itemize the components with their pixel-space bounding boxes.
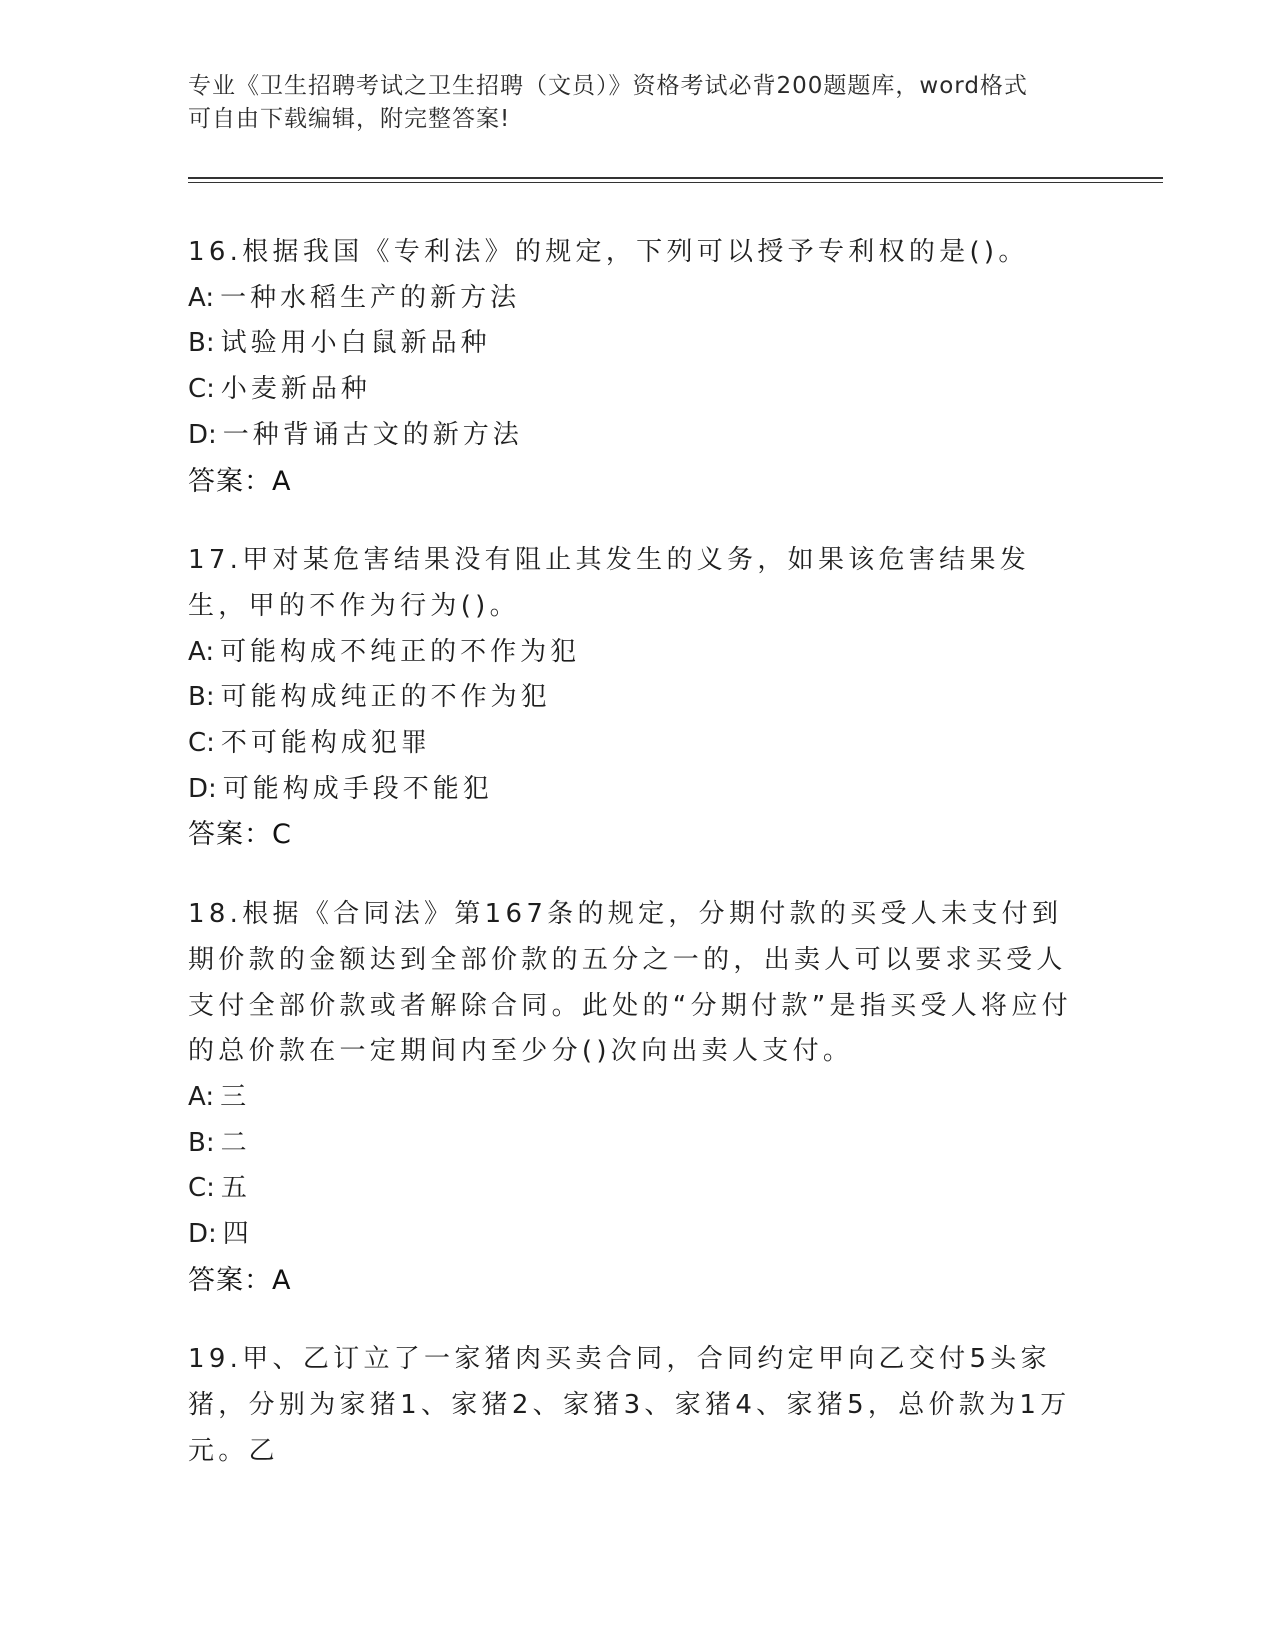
document-header (188, 70, 1078, 136)
option-a (188, 1075, 1088, 1121)
option-d (188, 1212, 1088, 1258)
option-letter: A: (188, 282, 215, 313)
option-text: 不可能构成犯罪 (220, 728, 431, 759)
option-d (188, 767, 1088, 813)
option-text: 一种水稻生产的新方法 (220, 282, 521, 313)
option-letter: A: (188, 636, 215, 667)
answer-line: 答案：A (188, 465, 292, 497)
question-text: 16.根据我国《专利法》的规定，下列可以授予专利权的是()。 (188, 237, 1029, 267)
question-17 (188, 538, 1088, 858)
option-letter: B: (188, 1127, 215, 1158)
question-text: 17.甲对某危害结果没有阻止其发生的义务，如果该危害结果发生，甲的不作为行为()。 (188, 545, 1031, 621)
option-b (188, 321, 1088, 367)
option-letter: B: (188, 328, 215, 359)
option-letter: C: (188, 728, 215, 759)
option-b (188, 675, 1088, 721)
option-text: 可能构成不纯正的不作为犯 (220, 636, 581, 667)
option-a (188, 276, 1088, 322)
header-divider-thin (188, 182, 1163, 183)
option-text: 四 (222, 1219, 253, 1250)
question-list (188, 230, 1088, 1509)
option-text: 一种背诵古文的新方法 (222, 419, 523, 450)
option-letter: D: (188, 1219, 217, 1250)
question-18 (188, 892, 1088, 1303)
question-16 (188, 230, 1088, 504)
option-c (188, 1166, 1088, 1212)
option-letter: C: (188, 1173, 215, 1204)
header-divider-thick (188, 177, 1163, 179)
option-letter: D: (188, 419, 217, 450)
question-text: 18.根据《合同法》第167条的规定，分期付款的买受人未支付到期价款的金额达到全部价款的五分之一的，出卖人可以要求买受人支付全部价款或者解除合同。此处的“分期付款”是指买受人将应付的总价款在一定期间内至少分()次向出卖人支付。 (188, 899, 1072, 1067)
option-text: 试验用小白鼠新品种 (220, 328, 491, 359)
answer-line: 答案：A (188, 1264, 292, 1296)
question-text: 19.甲、乙订立了一家猪肉买卖合同，合同约定甲向乙交付5头家猪，分别为家猪1、家猪2、家猪3、家猪4、家猪5，总价款为1万元。乙 (188, 1344, 1071, 1466)
option-text: 可能构成手段不能犯 (222, 773, 493, 804)
option-c (188, 721, 1088, 767)
option-text: 三 (220, 1081, 251, 1112)
option-letter: A: (188, 1081, 215, 1112)
question-19 (188, 1337, 1088, 1474)
option-text: 五 (220, 1173, 251, 1204)
option-letter: D: (188, 773, 217, 804)
option-c (188, 367, 1088, 413)
option-letter: B: (188, 682, 215, 713)
header-line-2: 可自由下载编辑，附完整答案! (188, 106, 511, 132)
option-d (188, 413, 1088, 459)
header-line-1: 专业《卫生招聘考试之卫生招聘（文员）》资格考试必背200题题库，word格式 (188, 73, 1028, 99)
option-text: 二 (220, 1127, 251, 1158)
option-text: 小麦新品种 (220, 374, 371, 405)
option-letter: C: (188, 374, 215, 405)
option-a (188, 630, 1088, 676)
option-b (188, 1121, 1088, 1167)
answer-line: 答案：C (188, 819, 292, 851)
option-text: 可能构成纯正的不作为犯 (220, 682, 551, 713)
